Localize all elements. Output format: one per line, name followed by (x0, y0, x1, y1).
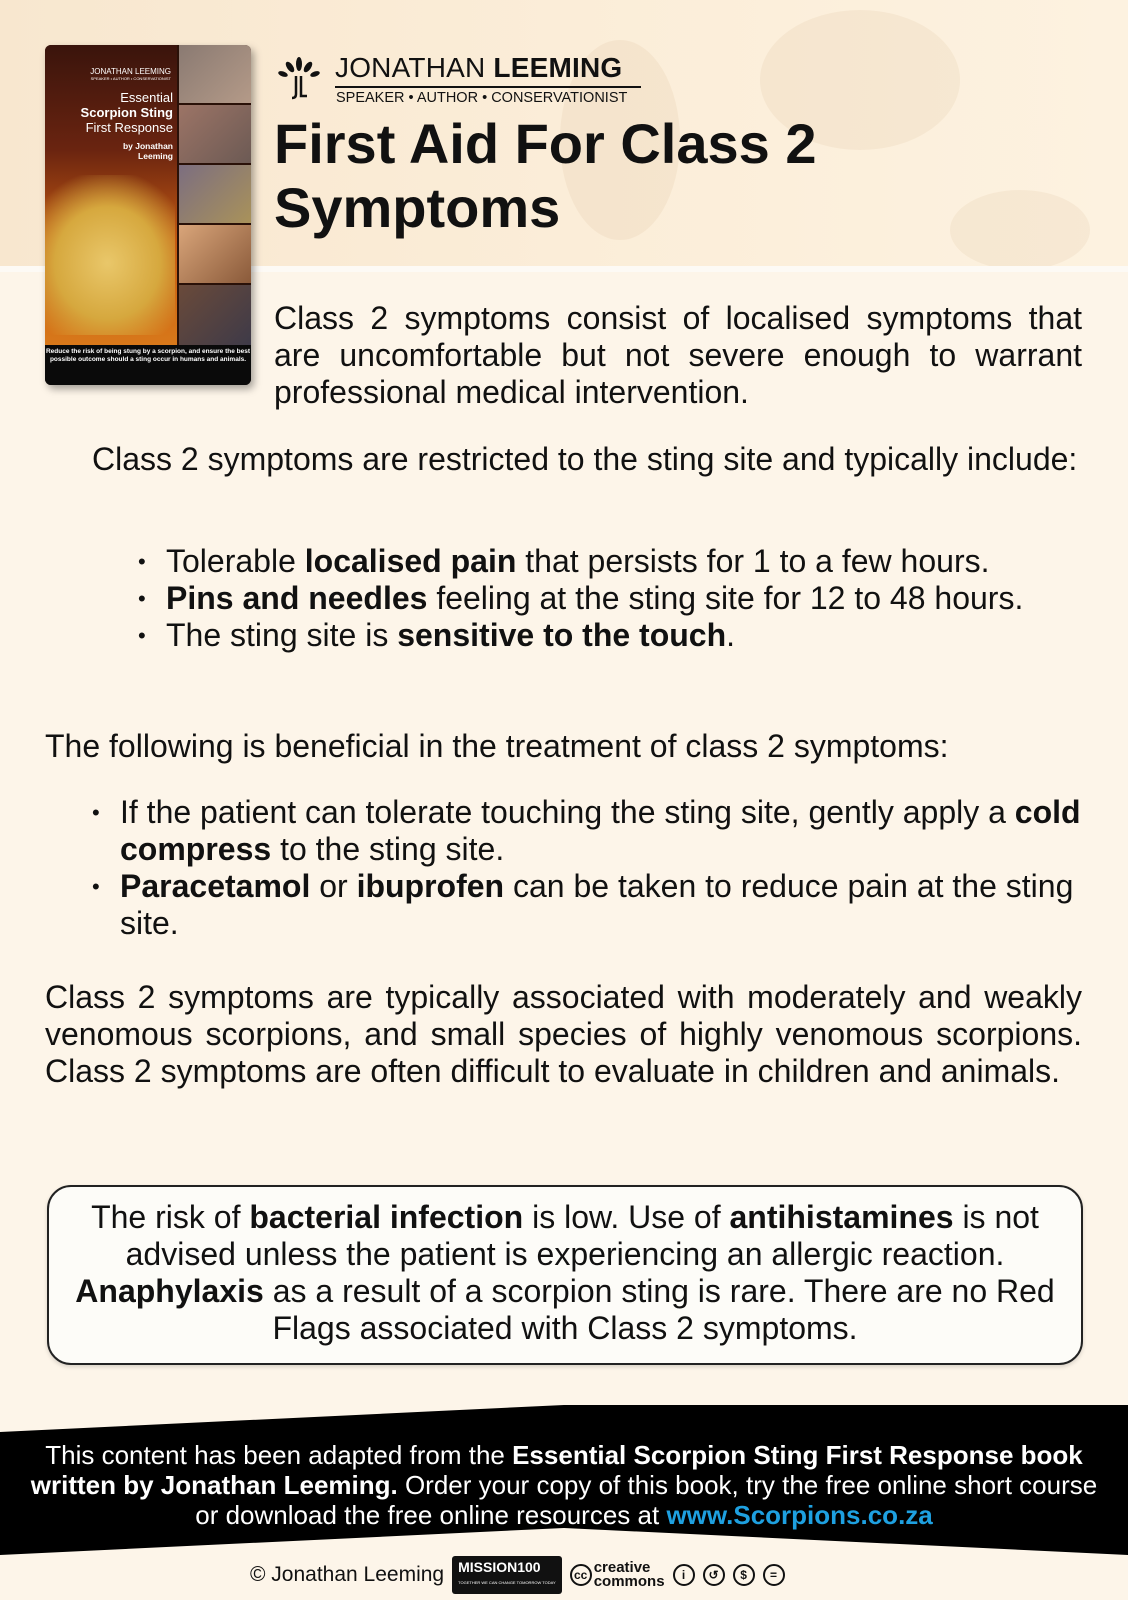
book-brand-name: JONATHAN LEEMING (90, 67, 171, 76)
book-title-line: First Response (85, 120, 173, 135)
brand-name (335, 52, 622, 84)
scorpion-thumb (179, 45, 251, 103)
book-brand (45, 67, 171, 81)
intro-paragraph: Class 2 symptoms consist of localised symptoms that are uncomfortable but not severe enough to warrant professional medical intervention. (274, 300, 1082, 410)
book-brand-tagline: SPEAKER • AUTHOR • CONSERVATIONIST (90, 76, 171, 81)
treatment-item: • If the patient can tolerate touching the sting site, gently apply a cold compress to the sting site. (92, 794, 1082, 868)
brand-tagline: SPEAKER • AUTHOR • CONSERVATIONIST (336, 90, 628, 106)
page-title: First Aid For Class 2 Symptoms (274, 112, 817, 239)
sa-icon: ↺ (703, 1564, 725, 1586)
brand-name-first: JONATHAN (335, 52, 494, 83)
treatment-intro: The following is beneficial in the treatment of class 2 symptoms: (45, 728, 949, 764)
by-icon: i (673, 1564, 695, 1586)
brand-divider (335, 86, 641, 88)
notice-box: The risk of bacterial infection is low. Use of antihistamines is not advised unless the patient is experiencing an allergic reaction. Anaphylaxis as a result of a scorpion sting is rare. There are no Red Flags associated with Class 2 symptoms. (47, 1185, 1083, 1365)
symptom-item: • Tolerable localised pain that persists for 1 to a few hours. (138, 543, 1088, 580)
symptom-item: • Pins and needles feeling at the sting site for 12 to 48 hours. (138, 580, 1088, 617)
book-title (81, 90, 173, 135)
treatment-item: • Paracetamol or ibuprofen can be taken to reduce pain at the sting site. (92, 868, 1082, 942)
copyright-text: © Jonathan Leeming (250, 1563, 445, 1586)
scorpion-thumb (179, 105, 251, 163)
tree-logo-icon (277, 56, 321, 100)
nd-icon: = (763, 1564, 785, 1586)
symptom-list (138, 543, 1088, 654)
cc-icon: cc (570, 1564, 592, 1586)
scorpion-photo (45, 175, 175, 335)
treatment-list (92, 794, 1082, 942)
restricted-paragraph: Class 2 symptoms are restricted to the sting site and typically include: (92, 441, 1078, 477)
book-blurb: Reduce the risk of being stung by a scorpion, and ensure the best possible outcome should a sting occur in humans and animals. (45, 345, 251, 385)
brand-name-last: LEEMING (493, 52, 623, 83)
creative-commons-logo: cc creative commons (570, 1561, 665, 1589)
scorpion-thumb (179, 285, 251, 345)
nc-icon: $ (733, 1564, 755, 1586)
scorpion-thumb (179, 225, 251, 283)
book-title-line: Scorpion Sting (80, 105, 173, 120)
footer-text: This content has been adapted from the Essential Scorpion Sting First Response book written by Jonathan Leeming. Order your copy of this book, try the free online short course or download the free online resources at www.Scorpions.co.za (30, 1440, 1098, 1530)
website-link[interactable]: www.Scorpions.co.za (666, 1500, 933, 1530)
symptom-item: • The sting site is sensitive to the touch. (138, 617, 1088, 654)
mission100-logo: MISSION100 TOGETHER WE CAN CHANGE TOMORROW TODAY (452, 1556, 562, 1594)
book-title-line: Essential (120, 90, 173, 105)
book-author (93, 141, 173, 161)
book-author-line: Leeming (138, 151, 173, 161)
credits-row (250, 1558, 785, 1592)
scorpion-thumb (179, 165, 251, 223)
association-paragraph: Class 2 symptoms are typically associated with moderately and weakly venomous scorpions, and small species of highly venomous scorpions. Class 2 symptoms are often difficult to evaluate in children and animals. (45, 979, 1082, 1089)
book-author-line: by Jonathan (122, 141, 173, 151)
book-cover[interactable] (45, 45, 251, 385)
